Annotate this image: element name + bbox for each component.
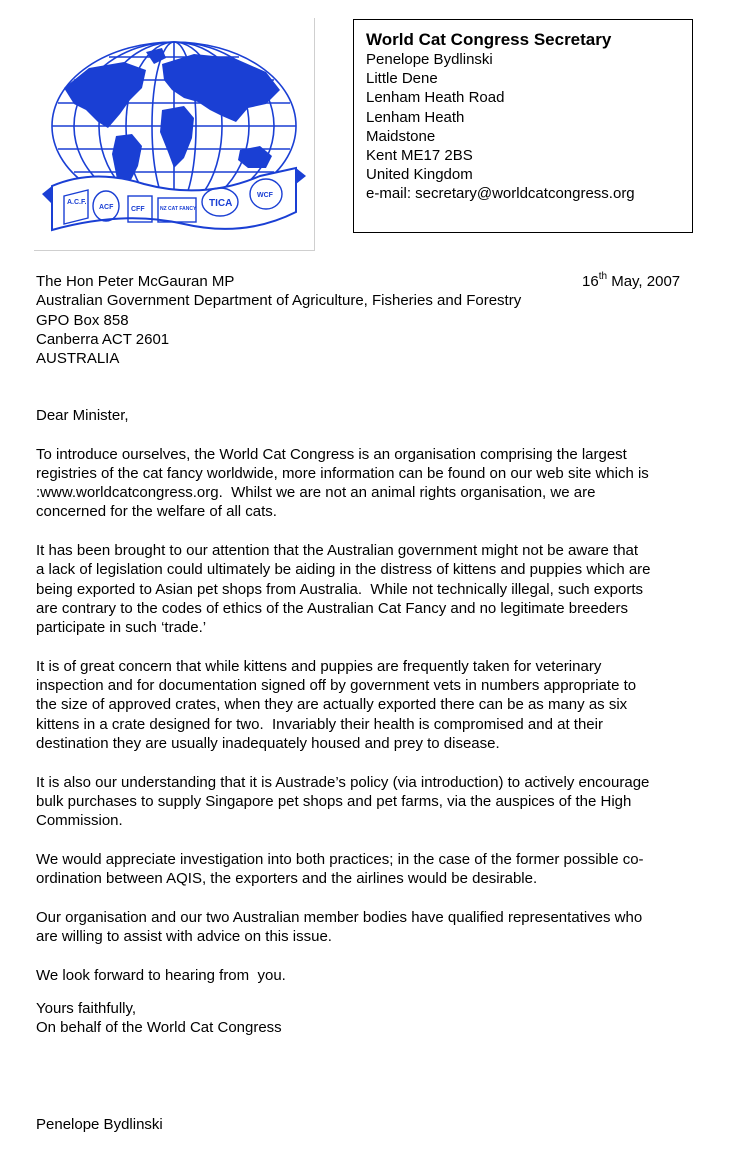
body-paragraph [36, 773, 716, 831]
recipient-line: Canberra ACT 2601 [36, 330, 170, 348]
date-suffix: th [598, 271, 608, 282]
body-paragraph [36, 541, 716, 637]
address-line: Little Dene [366, 70, 438, 88]
date-day: 16 [582, 273, 599, 290]
paragraph-line: inspection and for documentation signed off by government vets in numbers appropriate to [36, 677, 637, 695]
address-line: Lenham Heath Road [366, 89, 505, 107]
address-line: United Kingdom [366, 166, 473, 184]
body-paragraph [36, 966, 716, 985]
email-line: e-mail: secretary@worldcatcongress.org [366, 185, 635, 203]
closing [36, 999, 282, 1038]
paragraph-line: bulk purchases to supply Singapore pet shops and pet farms, via the auspices of the High [36, 792, 632, 810]
paragraph-line: :www.worldcatcongress.org. Whilst we are not an animal rights organisation, we are [36, 484, 596, 502]
svg-text:WCF: WCF [257, 192, 273, 199]
paragraph-line: the size of approved crates, when they are actually exported there can be as many as six [36, 696, 628, 714]
closing-line: On behalf of the World Cat Congress [36, 1019, 282, 1037]
letterhead-title: World Cat Congress Secretary [366, 30, 612, 49]
paragraph-line: participate in such ‘trade.’ [36, 619, 207, 637]
address-line: Kent ME17 2BS [366, 147, 473, 165]
paragraph-line: a lack of legislation could ultimately be aiding in the distress of kittens and puppies which are [36, 561, 651, 579]
paragraph-line: It has been brought to our attention that the Australian government might not be aware that [36, 542, 639, 560]
signature-name: Penelope Bydlinski [36, 1116, 163, 1133]
recipient-line: The Hon Peter McGauran MP [36, 273, 235, 290]
paragraph-line: We would appreciate investigation into both practices; in the case of the former possible co- [36, 850, 644, 868]
paragraph-line: are contrary to the codes of ethics of the Australian Cat Fancy and no legitimate breeders [36, 599, 628, 617]
body-paragraph [36, 908, 716, 947]
paragraph-line: concerned for the welfare of all cats. [36, 503, 277, 521]
paragraph-line: To introduce ourselves, the World Cat Congress is an organisation comprising the largest [36, 445, 627, 463]
svg-text:CFF: CFF [131, 206, 145, 213]
date-rest: May, 2007 [607, 273, 681, 290]
letter-body [36, 406, 716, 1004]
address-line: Penelope Bydlinski [366, 51, 493, 68]
address-line: Lenham Heath [366, 108, 465, 126]
body-paragraph [36, 445, 716, 522]
world-cat-congress-logo [34, 18, 315, 251]
recipient-line: AUSTRALIA [36, 350, 120, 368]
svg-text:A.C.F.: A.C.F. [67, 199, 87, 206]
svg-text:TICA: TICA [209, 198, 233, 209]
paragraph-line: are willing to assist with advice on this issue. [36, 928, 332, 946]
paragraph-line: Our organisation and our two Australian member bodies have qualified representatives who [36, 908, 643, 926]
recipient-line: GPO Box 858 [36, 311, 129, 329]
paragraph-line: Commission. [36, 812, 123, 830]
salutation: Dear Minister, [36, 407, 129, 424]
paragraph-line: registries of the cat fancy worldwide, more information can be found on our web site which is [36, 464, 649, 482]
letterhead-address-box [353, 19, 693, 233]
paragraph-line: It is of great concern that while kittens and puppies are frequently taken for veterinary [36, 657, 602, 675]
globe-with-banner-logo-icon [34, 18, 314, 250]
paragraph-line: ordination between AQIS, the exporters and the airlines would be desirable. [36, 870, 538, 888]
paragraph-line: destination they are usually inadequately housed and prey to disease. [36, 735, 500, 753]
paragraph-line: It is also our understanding that it is Austrade’s policy (via introduction) to actively encourage [36, 773, 650, 791]
closing-line: Yours faithfully, [36, 1000, 137, 1017]
svg-text:ACF: ACF [99, 204, 114, 211]
svg-text:NZ CAT FANCY: NZ CAT FANCY [160, 206, 197, 212]
recipient-line: Australian Government Department of Agriculture, Fisheries and Forestry [36, 292, 522, 310]
recipient-address [36, 272, 636, 368]
letter-date [582, 272, 680, 291]
body-paragraph [36, 850, 716, 889]
paragraph-line: being exported to Asian pet shops from Australia. While not technically illegal, such exports [36, 580, 643, 598]
paragraph-line: We look forward to hearing from you. [36, 966, 286, 984]
address-line: Maidstone [366, 127, 436, 145]
body-paragraph [36, 657, 716, 753]
paragraph-line: kittens in a crate designed for two. Invariably their health is compromised and at their [36, 715, 603, 733]
